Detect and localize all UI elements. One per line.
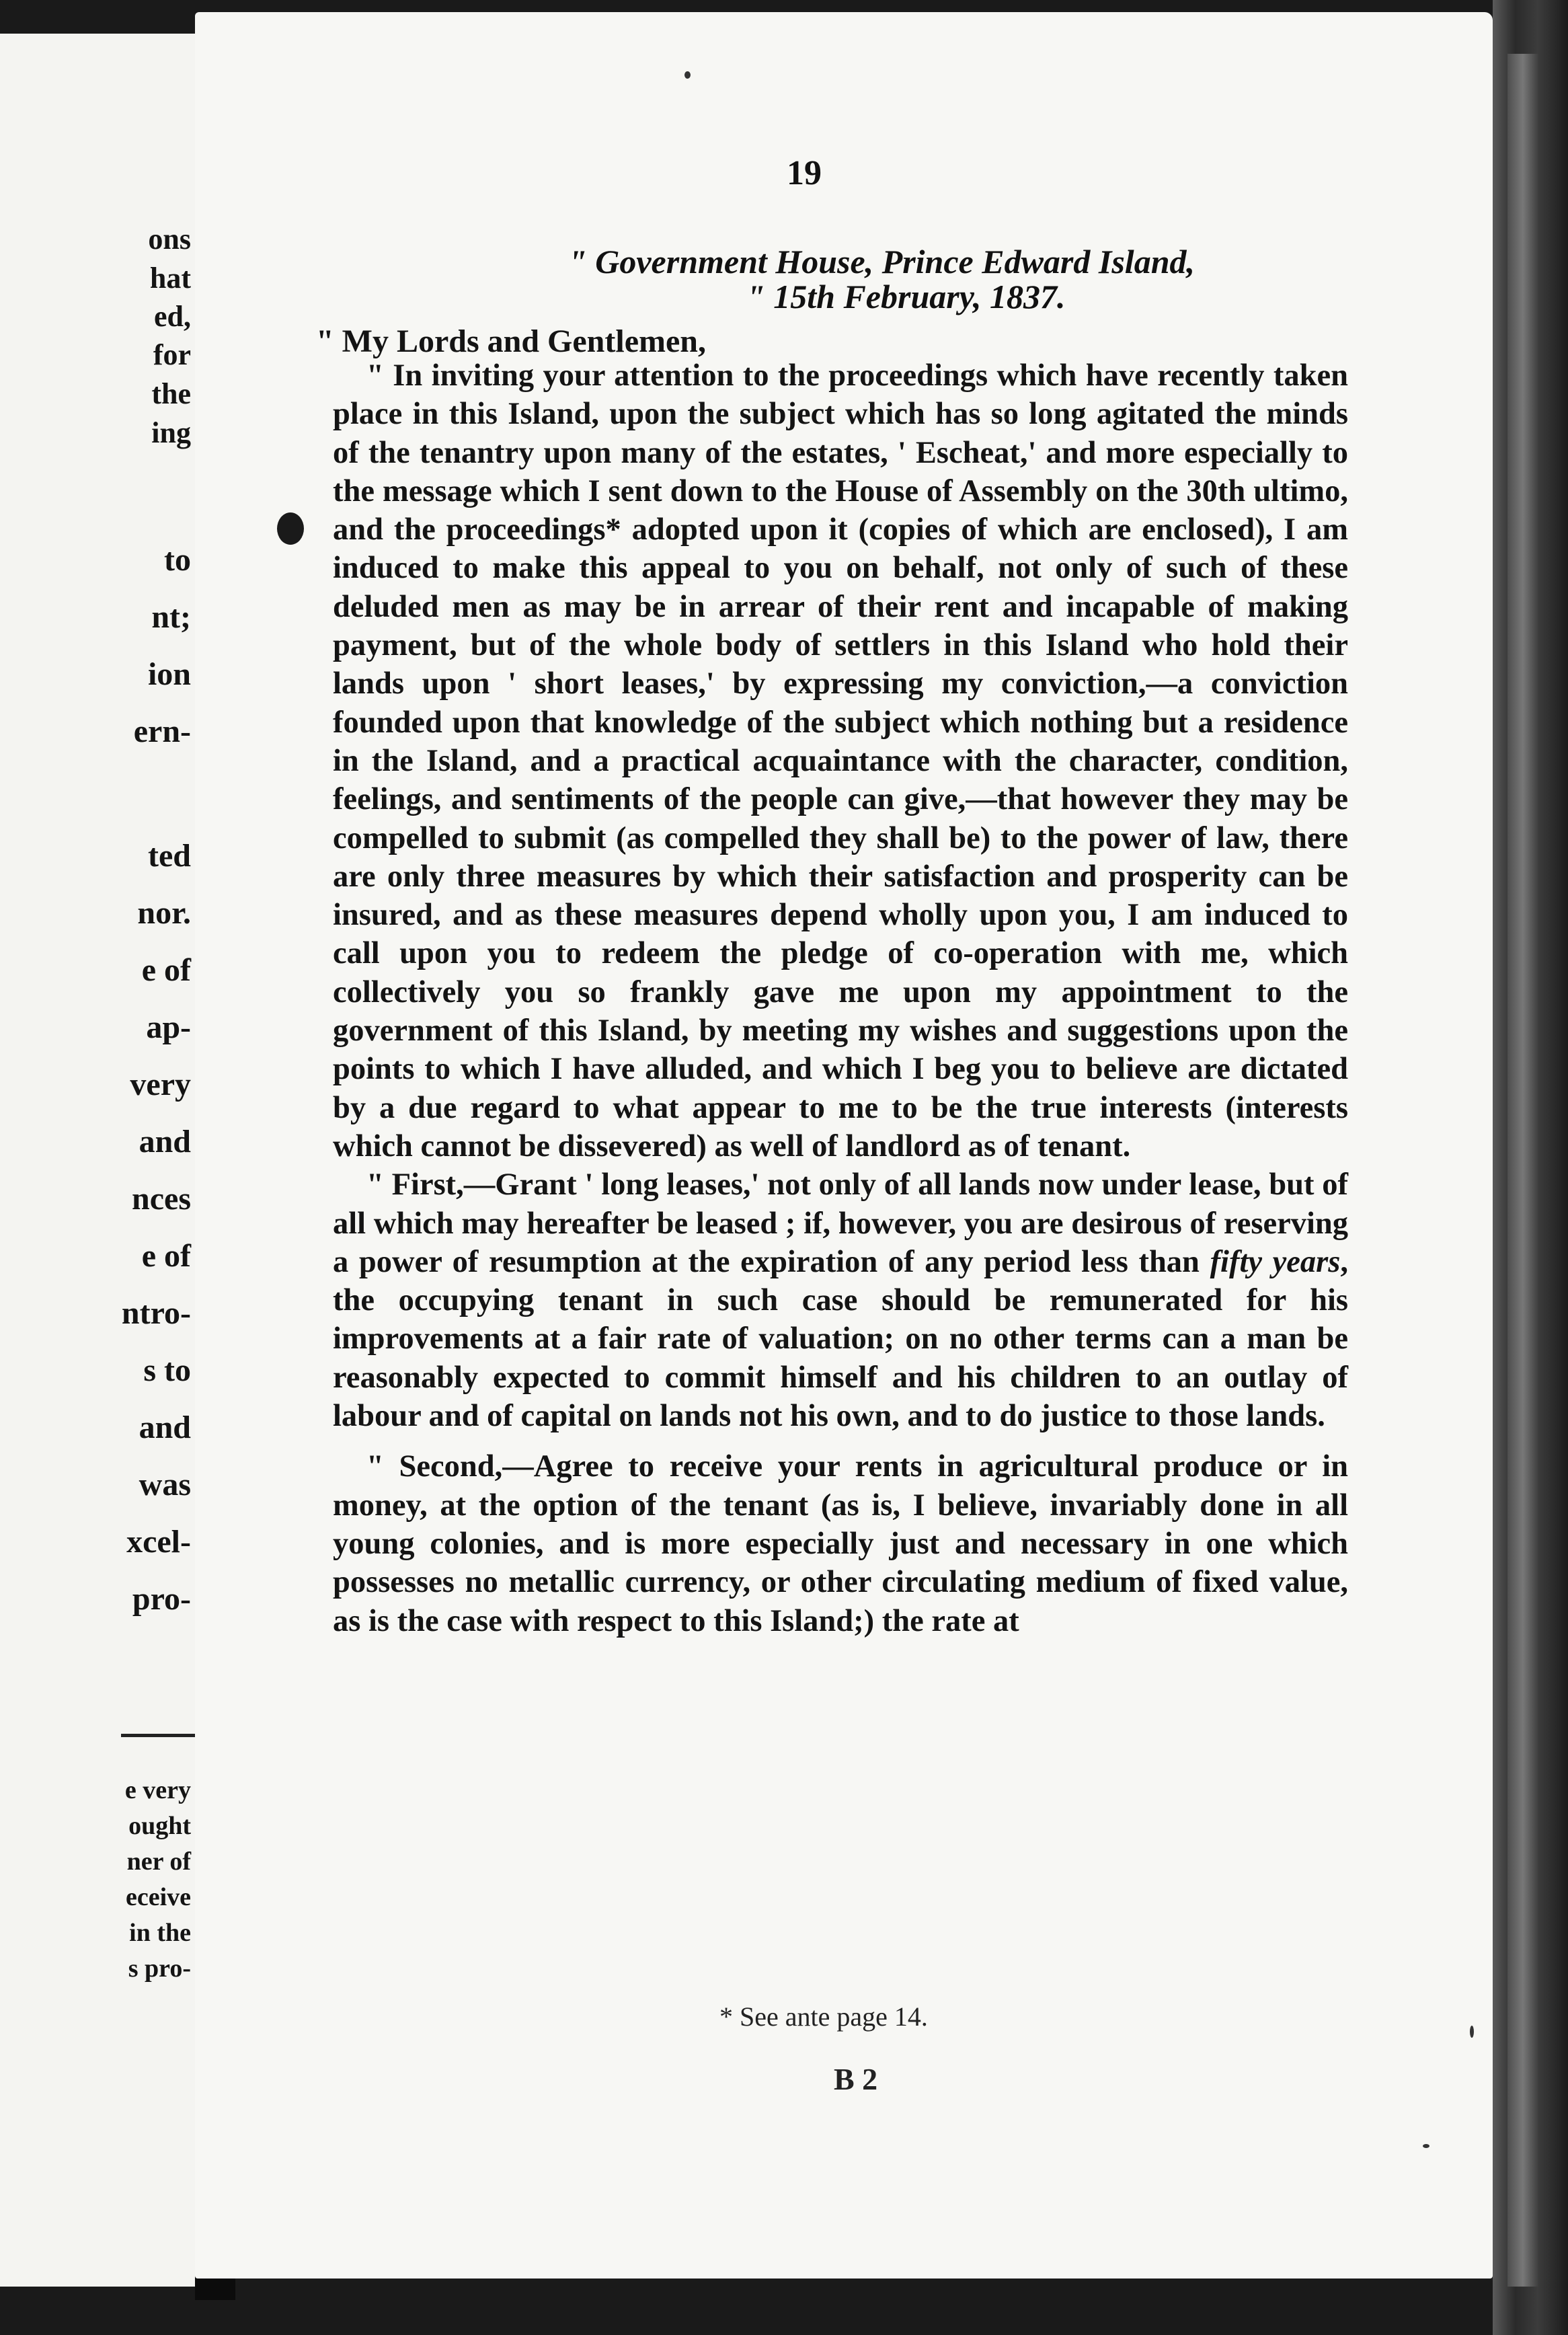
emphasis: fifty years xyxy=(1210,1244,1341,1279)
previous-page-text-fragment: the xyxy=(151,377,191,410)
previous-page-text-fragment: for xyxy=(153,338,191,371)
previous-page-footnote-fragment: s pro- xyxy=(128,1954,191,1983)
paragraph-intro: " In inviting your attention to the proceedings which have recently taken place in this Island, upon the subject which has so long agitated the minds of the tenantry upon many of the estates, ' Escheat,' and more especially to the message which I sent down to the House of Assembly on the 30th ultimo, and the proceedings* adopted upon it (copies of which are enclosed), I am induced to make this appeal to you on behalf, not only of such of these deluded men as may be in arrear of their rent and incapable of making payment, but of the whole body of settlers in this Island who hold their lands upon ' short leases,' by expressing my conviction,—a conviction founded upon that knowledge of the subject which nothing but a residence in the Island, and a practical acquaintance with the character, condition, feelings, and sentiments of the people can give,—that however they may be compelled to submit (as compelled they shall be) to the power of law, there are only three measures by which their satisfaction and prosperity can be insured, and as these measures depend wholly upon you, I am induced to call upon you to redeem the pledge of co-operation with me, which collectively you so frankly gave me upon my appointment to the government of this Island, by meeting my wishes and suggestions upon the points to which I have alluded, and which I beg you to believe are dictated by a due regard to what appear to me to be the true interests (interests which cannot be dissevered) as well of landlord as of tenant. xyxy=(333,358,1348,1163)
previous-page-text-fragment: nor. xyxy=(137,895,191,931)
ink-speck xyxy=(1423,2144,1429,2148)
previous-page-text-fragment: e of xyxy=(141,952,191,988)
previous-page-text-fragment: ted xyxy=(148,838,191,874)
previous-page-text-fragment: and xyxy=(139,1124,191,1159)
previous-page-text-fragment: ntro- xyxy=(121,1295,191,1331)
previous-page-text-fragment: hat xyxy=(149,262,191,295)
previous-page-text-fragment: ed, xyxy=(154,300,191,333)
previous-page-text-fragment: nces xyxy=(132,1181,191,1217)
signature-mark: B 2 xyxy=(834,2062,878,2096)
previous-page-text-fragment: was xyxy=(139,1467,191,1502)
previous-page-footnote-fragment: ner of xyxy=(126,1847,191,1876)
previous-page-footnote-fragment: e very xyxy=(124,1776,191,1804)
previous-page-footnote-fragment: in the xyxy=(129,1919,191,1947)
previous-page-text-fragment: e of xyxy=(141,1238,191,1274)
footnote: * See ante page 14. xyxy=(719,2001,928,2032)
previous-page-text-fragment: xcel- xyxy=(126,1524,191,1560)
previous-page-text-fragment: ons xyxy=(148,223,191,256)
previous-page-text-fragment: ing xyxy=(151,416,191,449)
previous-page-text-fragment: nt; xyxy=(151,599,191,635)
previous-page-text-fragment: ap- xyxy=(146,1009,191,1045)
letter-body xyxy=(333,356,1348,1640)
ink-speck xyxy=(1470,2026,1474,2038)
previous-page-footnote-fragment: ought xyxy=(128,1812,191,1840)
paragraph-second-measure: " Second,—Agree to receive your rents in agricultural produce or in money, at the option of the tenant (as is, I believe, invariably done in all young colonies, and is more especially just and necessary in one which possesses no metallic currency, or other circulating medium of fixed value, as is the case with respect to this Island;) the rate at xyxy=(333,1449,1348,1638)
letter-salutation: " My Lords and Gentlemen, xyxy=(316,323,706,359)
page-number: 19 xyxy=(787,154,822,192)
previous-page-text-fragment: very xyxy=(130,1067,191,1102)
previous-page-text-fragment: s to xyxy=(143,1352,191,1388)
letter-heading-date: " 15th February, 1837. xyxy=(746,278,1066,315)
paragraph-first-measure: " First,—Grant ' long leases,' not only of all lands now under lease, but of all which may hereafter be leased ; if, however, you are desirous of reserving a power of resumption at the expiration of any period less than fifty years, the occupying tenant in such case should be remunerated for his improvements at a fair rate of valuation; on no other terms can a man be reasonably expected to commit himself and his children to an outlay of labour and of capital on lands not his own, and to do justice to those lands. xyxy=(333,1168,1348,1434)
binding-hole xyxy=(277,512,304,545)
previous-page-footnote-fragment: eceive xyxy=(125,1883,191,1911)
previous-page xyxy=(0,34,195,2287)
previous-page-text-fragment: to xyxy=(164,542,191,578)
previous-page-text-fragment: pro- xyxy=(132,1581,191,1617)
ink-speck xyxy=(684,71,691,79)
previous-page-text-fragment: and xyxy=(139,1410,191,1445)
previous-page-footnote-rule xyxy=(121,1734,195,1737)
previous-page-text-fragment: ern- xyxy=(133,714,191,749)
page-edge-strip xyxy=(1507,54,1538,2287)
letter-heading-place: " Government House, Prince Edward Island, xyxy=(568,243,1195,280)
previous-page-text-fragment: ion xyxy=(147,656,191,692)
